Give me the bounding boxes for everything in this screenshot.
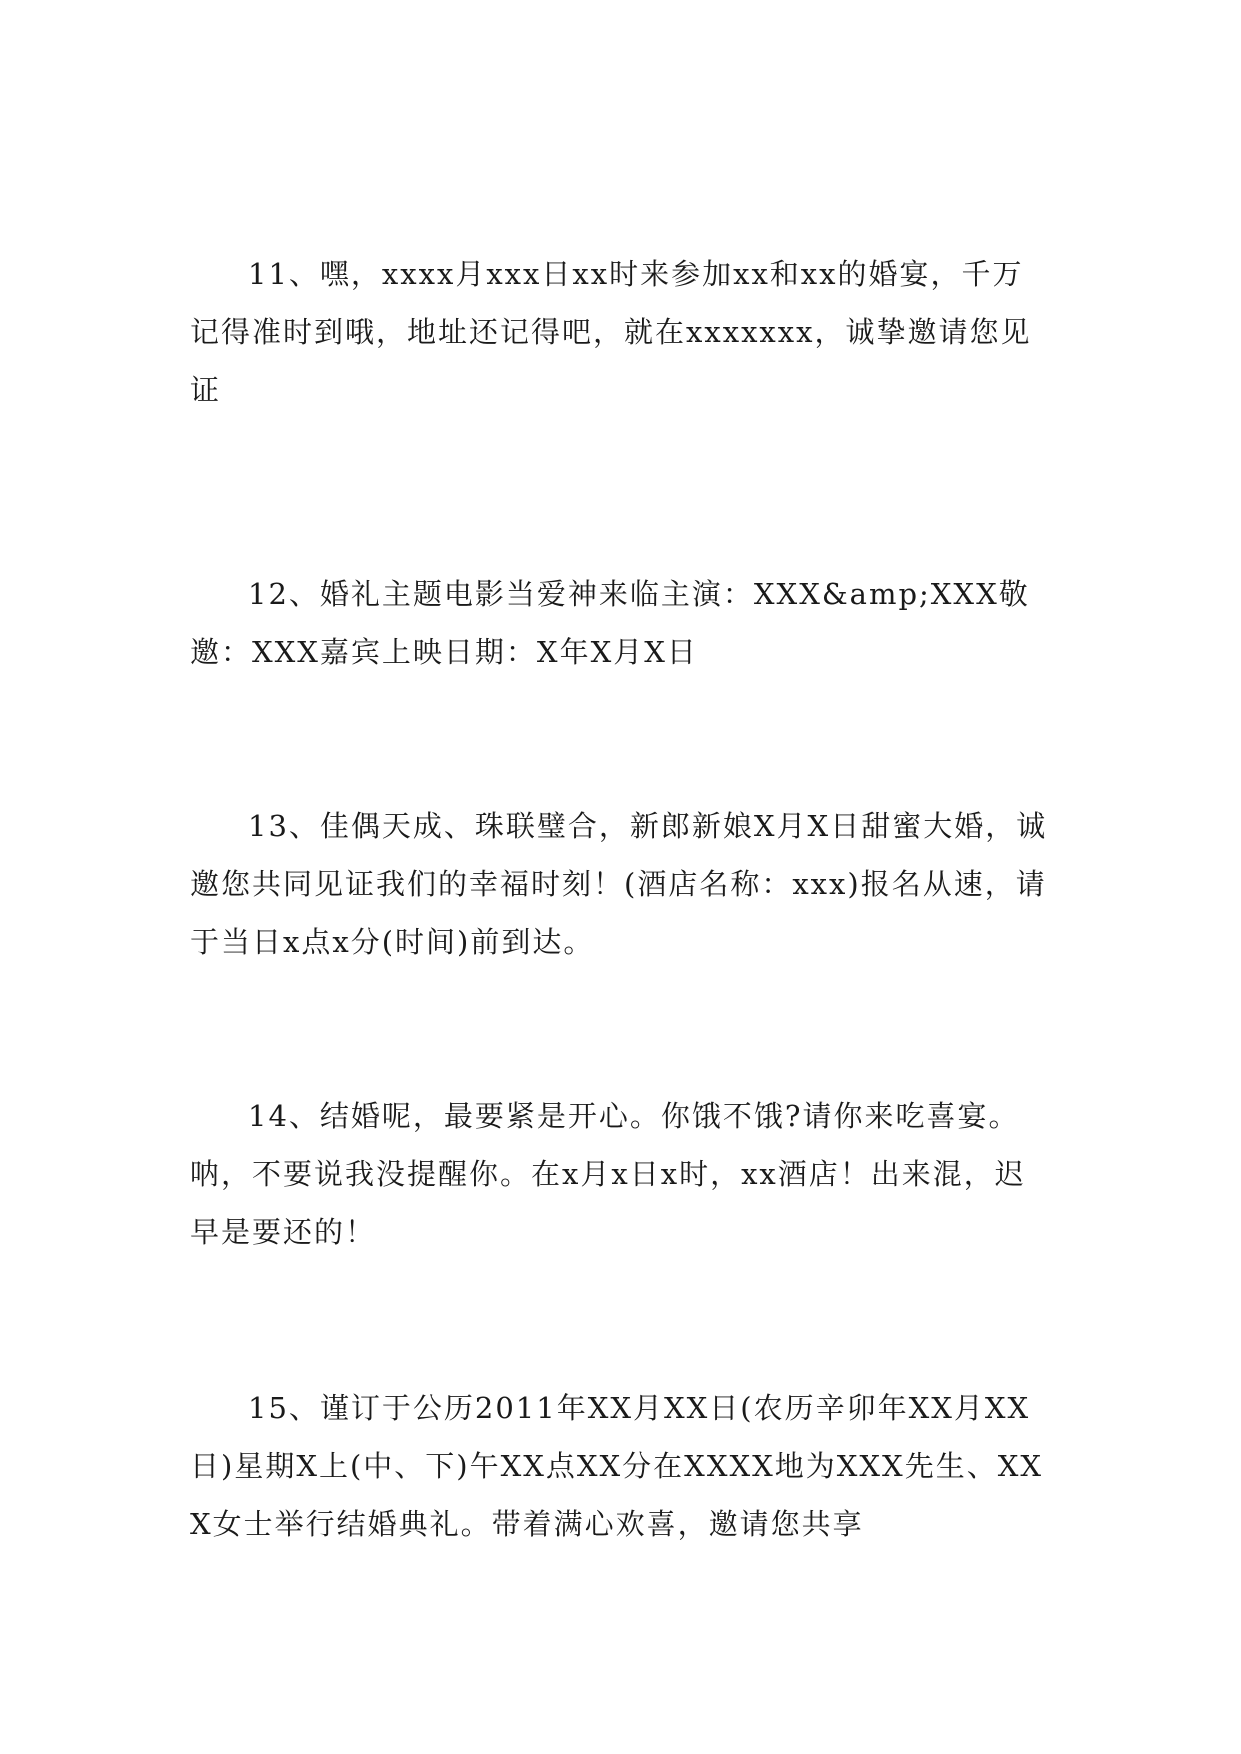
paragraph-11: 11、嘿，xxxx月xxx日xx时来参加xx和xx的婚宴，千万记得准时到哦，地址还记得吧，就在xxxxxxx，诚挚邀请您见证 (190, 257, 1032, 407)
paragraph-12: 12、婚礼主题电影当爱神来临主演：XXX&amp;XXX敬邀：XXX嘉宾上映日期：X年X月X日 (190, 577, 1030, 669)
paragraph-14: 14、结婚呢，最要紧是开心。你饿不饿?请你来吃喜宴。呐，不要说我没提醒你。在x月x日x时，xx酒店！出来混，迟早是要还的！ (190, 1099, 1026, 1249)
paragraph-13: 13、佳偶天成、珠联璧合，新郎新娘X月X日甜蜜大婚，诚邀您共同见证我们的幸福时刻！(酒店名称：xxx)报名从速，请于当日x点x分(时间)前到达。 (190, 809, 1048, 959)
paragraph-15: 15、谨订于公历2011年XX月XX日(农历辛卯年XX月XX日)星期X上(中、下)午XX点XX分在XXXX地为XXX先生、XXX女士举行结婚典礼。带着满心欢喜，邀请您共享 (190, 1391, 1043, 1541)
